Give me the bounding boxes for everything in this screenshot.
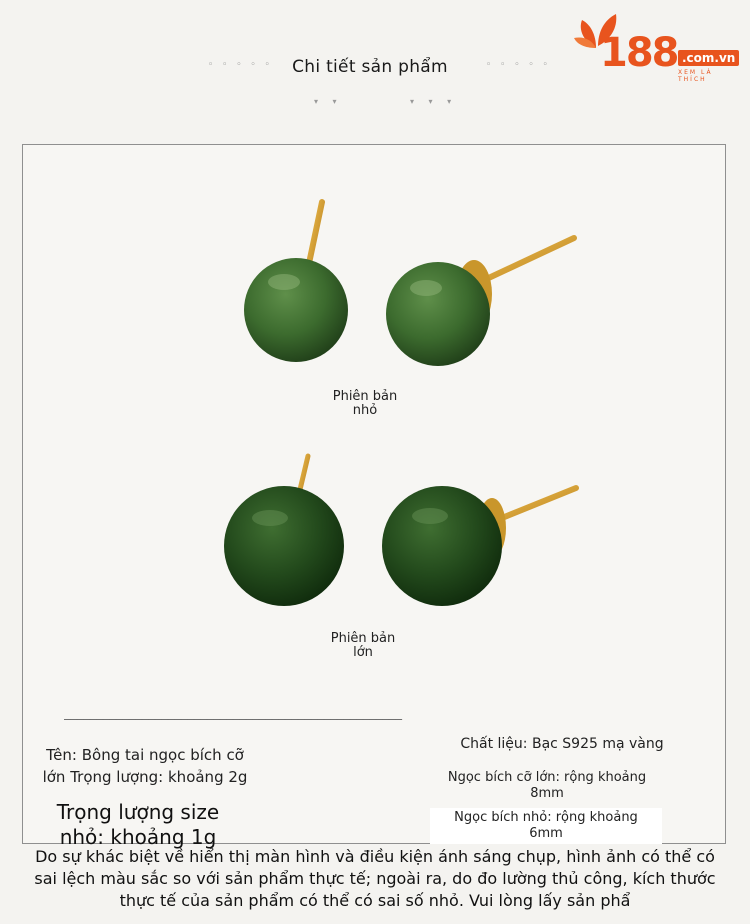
spec-line: 6mm bbox=[529, 826, 563, 841]
logo-tagline: XEM LÀ THÍCH bbox=[678, 69, 713, 83]
large-earrings-image bbox=[210, 450, 590, 620]
small-version-caption bbox=[320, 390, 410, 418]
page-title: Chi tiết sản phẩm bbox=[292, 57, 448, 77]
caption-line: Phiên bản bbox=[332, 389, 398, 404]
spec-line: lớn Trọng lượng: khoảng 2g bbox=[42, 768, 248, 786]
logo-number: 188 bbox=[600, 30, 678, 76]
logo-domain: .com.vn bbox=[678, 50, 739, 66]
spec-line: Trọng lượng size bbox=[56, 800, 220, 824]
decorative-dots-left: ◦ ◦ ◦ ◦ ◦ bbox=[208, 60, 273, 70]
dashed-divider: ____________________________________________________ bbox=[64, 706, 402, 721]
product-name-weight bbox=[20, 744, 270, 788]
spec-line: Ngọc bích nhỏ: rộng khoảng bbox=[454, 810, 638, 825]
disclaimer-line: Do sự khác biệt về hiển thị màn hình và điều kiện ánh sáng chụp, hình ảnh có thể có bbox=[35, 847, 715, 866]
spec-line: 8mm bbox=[530, 786, 564, 801]
caption-line: lớn bbox=[353, 645, 373, 660]
disclaimer-text bbox=[0, 846, 750, 912]
brand-logo bbox=[574, 12, 744, 82]
spec-line: Ngọc bích cỡ lớn: rộng khoảng bbox=[447, 770, 647, 785]
spec-line: Tên: Bông tai ngọc bích cỡ bbox=[46, 746, 244, 764]
large-jade-size bbox=[432, 770, 662, 802]
small-earrings-image bbox=[230, 190, 590, 380]
caption-line: nhỏ bbox=[352, 403, 378, 418]
small-weight-spec bbox=[20, 800, 256, 850]
decorative-marks-right: ▾ ▾ ▾ bbox=[410, 97, 458, 106]
caption-line: Phiên bản bbox=[330, 631, 396, 646]
material-spec: Chất liệu: Bạc S925 mạ vàng bbox=[460, 736, 664, 752]
decorative-dots-right: ◦ ◦ ◦ ◦ ◦ bbox=[486, 60, 551, 70]
large-version-caption bbox=[318, 632, 408, 660]
disclaimer-line: thực tế của sản phẩm có thể có sai số nhỏ. Vui lòng lấy sản phẩ bbox=[119, 891, 631, 910]
disclaimer-line: sai lệch màu sắc so với sản phẩm thực tế; ngoài ra, do đo lường thủ công, kích thước bbox=[34, 869, 716, 888]
spec-line: nhỏ: khoảng 1g bbox=[59, 825, 217, 849]
decorative-marks-left: ▾ ▾ bbox=[314, 97, 343, 106]
small-jade-size bbox=[430, 810, 662, 842]
